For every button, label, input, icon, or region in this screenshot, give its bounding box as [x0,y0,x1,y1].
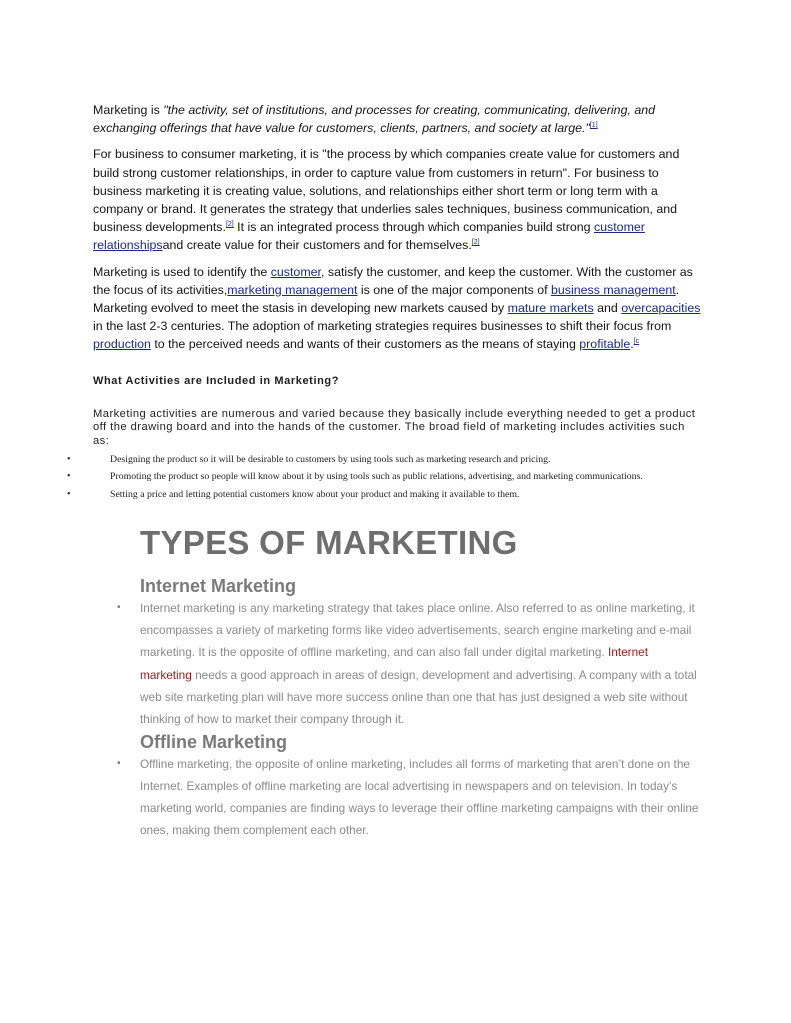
link-production[interactable]: production [93,337,151,352]
list-item-text: Internet marketing is any marketing strategy that takes place online. Also referred to as online marketing, it encompasses a variety of marketing forms like video advertisements, search engine marketing and e-mail marketing. It is the opposite of offline marketing, and can also fall under digital marketing. [140,600,695,660]
paragraph-text: to the perceived needs and wants of their customers as the means of staying [150,337,580,352]
paragraph-text: Marketing is used to identify the [93,264,271,279]
activities-heading: What Activities are Included in Marketing? [93,374,340,387]
link-business-management[interactable]: business management [551,282,676,297]
internet-marketing-heading: Internet Marketing [140,575,297,596]
bullet-icon: • [67,488,71,500]
citation-ref [472,239,480,246]
link-customer-relationships[interactable]: customer relationships [93,220,645,253]
paragraph-text: is one of the major components of [357,282,552,297]
activities-list [67,451,703,503]
document-page [67,101,703,842]
definition-lead: Marketing is [93,103,164,117]
activities-intro: Marketing activities are numerous and varied because they basically include everything needed to get a product off the drawing board and into the hands of the customer. The broad field of marketing includes activities such as: [93,407,696,447]
list-item-text: Promoting the product so people will know about it by using tools such as public relations, advertising, and marketing communications. [110,471,643,483]
list-item [117,597,700,731]
link-mature-markets[interactable]: mature markets [507,301,594,316]
paragraph-text: For business to consumer marketing, it is "the process by which companies create value for customers and build strong customer relationships, in order to capture value from customers in return". For business to business marketing it is creating value, solutions, and relationships either short term or long term with a company or brand. It generates the strategy that underlies sales techniques, business communication, and business developments. [93,147,680,235]
paragraph-text: It is an integrated process through which companies build strong [233,220,594,235]
list-item [67,486,703,503]
internet-marketing-highlight: Internet marketing [140,645,648,682]
paragraph-text: and [593,301,622,316]
citation-link-c[interactable]: [c [633,338,640,346]
citation-link-2[interactable]: [2] [225,221,234,229]
marketing-definition-paragraph [93,101,703,137]
citation-link-2b[interactable]: [2] [471,239,480,247]
marketing-purpose-paragraph [93,263,703,354]
list-item-text: Designing the product so it will be desirable to customers by using tools such as marketing research and pricing. [110,454,551,466]
paragraph-text: , satisfy the customer, and keep the customer. With the customer as the focus of its activities, [93,264,693,297]
link-customer[interactable]: customer [270,264,321,279]
list-item-text: Setting a price and letting potential customers know about your product and making it available to them. [110,488,520,500]
bullet-icon: • [117,757,121,769]
list-item-text: Offline marketing, the opposite of online marketing, includes all forms of marketing that aren’t done on the Internet. Examples of offline marketing are local advertising in newspapers and on television. In today’s marketing world, companies are finding ways to leverage their offline marketing campaigns with their online ones, making them complement each other. [140,756,699,838]
paragraph-text: and create value for their customers and for themselves. [162,238,472,253]
paragraph-text: . Marketing evolved to meet the stasis in developing new markets caused by [93,282,680,316]
citation-link-1[interactable]: [1] [589,122,598,130]
offline-marketing-list [93,753,703,842]
definition-quote: "the activity, set of institutions, and processes for creating, communicating, delivering, and exchanging offerings that have value for customers, clients, partners, and society at large." [93,103,656,136]
paragraph-text: . [630,337,634,352]
bullet-icon: • [67,471,71,483]
bullet-icon: • [67,454,71,466]
types-of-marketing-title: TYPES OF MARKETING [140,523,518,561]
list-item [67,468,703,485]
list-item [117,753,700,842]
internet-marketing-list [93,597,703,731]
link-overcapacities[interactable]: overcapacities [621,301,701,316]
paragraph-text: in the last 2-3 centuries. The adoption of marketing strategies requires businesses to shift their focus from [93,319,672,334]
bullet-icon: • [117,601,121,613]
citation-ref [634,338,639,345]
list-item [67,451,703,468]
link-profitable[interactable]: profitable [579,337,631,352]
list-item-text: needs a good approach in areas of design, development and advertising. A company with a total web site marketing plan will have more success online than one that has just designed a web site without thinking of how to market their company through it. [140,667,697,727]
offline-marketing-heading: Offline Marketing [140,731,288,752]
citation-ref [590,122,598,129]
b2c-marketing-paragraph [93,145,703,254]
link-marketing-management[interactable]: marketing management [227,282,358,297]
citation-ref [226,221,234,228]
